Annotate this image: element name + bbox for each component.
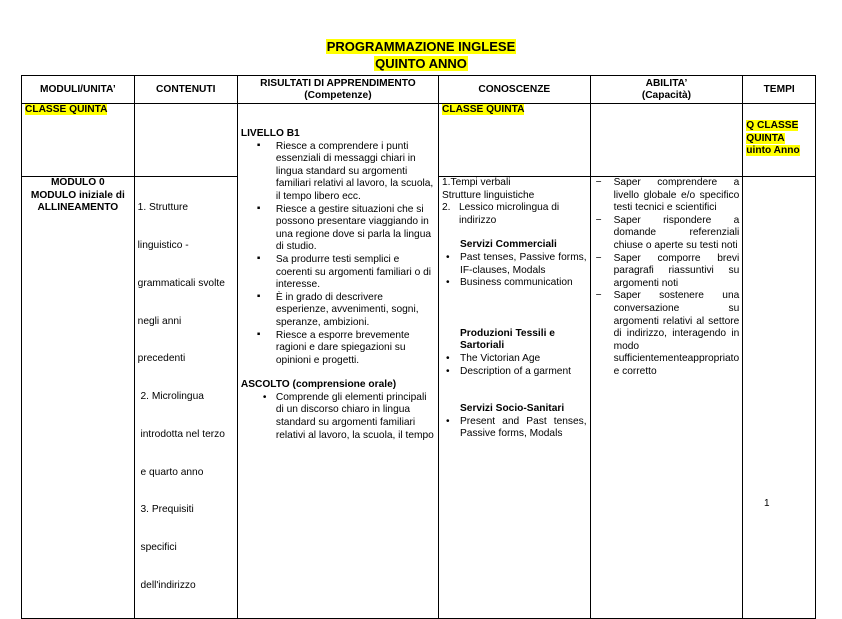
risultati-item: ▪ Riesce a comprendere i punti essenziali di messaggi chiari in lingua standard su argomenti familiari relativi al lavoro, la scuola, il tempo libero ecc.	[241, 141, 435, 204]
contenuti-line: specifici	[137, 542, 177, 554]
cell-tempi-classe	[743, 104, 816, 177]
contenuti-line: 1. Strutture	[137, 202, 189, 214]
cell-abilita	[590, 177, 743, 619]
cell-classe-moduli	[22, 104, 135, 177]
header-risultati-line2: (Competenze)	[304, 89, 372, 101]
abilita-item: − Saper comprendere a livello globale e/o specifico testi tecnici e scientifici	[594, 177, 740, 215]
cell-tempi-empty	[743, 177, 816, 619]
conoscenze-line: 1.Tempi verbali	[441, 177, 511, 188]
contenuti-line: negli anni	[137, 315, 182, 327]
tessili-item: • The Victorian Age	[442, 353, 587, 366]
socio-item: • Present and Past tenses, Passive forms, Modals	[442, 416, 587, 441]
contenuti-line: e quarto anno	[137, 466, 204, 478]
modulo-subtitle: ALLINEAMENTO	[37, 202, 119, 214]
header-tempi: TEMPI	[743, 76, 816, 104]
abilita-list	[594, 177, 740, 379]
cell-empty-abilita	[590, 104, 743, 177]
modulo-title: MODULO 0	[50, 177, 105, 188]
tempi-line: Q CLASSE	[746, 120, 799, 131]
title-line-2: QUINTO ANNO	[375, 56, 467, 71]
cell-modulo	[22, 177, 135, 619]
cell-contenuti	[134, 177, 237, 619]
header-abilita-line2: (Capacità)	[641, 89, 692, 101]
contenuti-line: grammaticali svolte	[137, 277, 225, 289]
modulo-subtitle: MODULO iniziale di	[30, 189, 125, 201]
classe-quinta-label: CLASSE QUINTA	[25, 104, 108, 115]
cell-conoscenze	[438, 177, 590, 619]
document-title	[0, 38, 842, 72]
livello-heading: LIVELLO B1	[240, 128, 300, 139]
commerciali-list	[442, 252, 587, 290]
ascolto-list	[241, 392, 435, 442]
conoscenze-line: Strutture linguistiche	[441, 189, 535, 201]
risultati-list	[241, 141, 435, 368]
tempi-line: QUINTA	[746, 132, 785, 144]
risultati-item: ▪ Riesce a gestire situazioni che si possono presentare viaggiando in una regione dove si parla la lingua di studio.	[241, 204, 435, 254]
header-contenuti: CONTENUTI	[134, 76, 237, 104]
cell-classe-conoscenze	[438, 104, 590, 177]
contenuti-line: 3. Prequisiti	[137, 504, 194, 516]
header-risultati	[237, 76, 438, 104]
header-risultati-line1: RISULTATI DI APPRENDIMENTO	[260, 78, 416, 89]
ascolto-item: • Comprende gli elementi principali di un discorso chiaro in lingua standard su argomenti familiari relativi al lavoro, la scuola, il tempo	[241, 392, 435, 442]
tempi-line: uinto Anno	[746, 145, 800, 157]
risultati-item: ▪ Sa produrre testi semplici e coerenti su argomenti familiari o di interesse.	[241, 254, 435, 292]
socio-heading: Servizi Socio-Sanitari	[459, 403, 565, 415]
cell-empty-contenuti	[134, 104, 237, 177]
conoscenze-line: 2. Lessico microlingua di	[441, 202, 560, 214]
contenuti-line: dell'indirizzo	[137, 580, 196, 591]
tessili-heading: Produzioni Tessili e Sartoriali	[459, 327, 555, 352]
header-moduli: MODULI/UNITA’	[22, 76, 135, 104]
commerciali-item: • Past tenses, Passive forms, IF-clauses, Modals	[442, 252, 587, 277]
abilita-item: − Saper sostenere una conversazione su argomenti relativi al settore di indirizzo, interagendo in modo sufficientementeappropriato e corretto	[594, 290, 740, 378]
title-line-1: PROGRAMMAZIONE INGLESE	[326, 39, 516, 54]
contenuti-line: introdotta nel terzo	[137, 428, 225, 440]
contenuti-line: linguistico -	[137, 239, 189, 251]
header-conoscenze: CONOSCENZE	[438, 76, 590, 104]
commerciali-item: • Business communication	[442, 277, 587, 290]
risultati-item: ▪ Riesce a esporre brevemente ragioni e dare spiegazioni su opinioni e progetti.	[241, 330, 435, 368]
classe-quinta-label: CLASSE QUINTA	[441, 104, 525, 115]
commerciali-heading: Servizi Commerciali	[459, 239, 557, 251]
tessili-list	[442, 353, 587, 378]
tessili-item: • Description of a garment	[442, 366, 587, 379]
programme-table	[21, 75, 816, 619]
conoscenze-line: indirizzo	[441, 214, 497, 226]
header-abilita-line1: ABILITA’	[645, 78, 688, 89]
header-abilita	[590, 76, 743, 104]
abilita-item: − Saper rispondere a domande referenziali chiuse o aperte su testi noti	[594, 215, 740, 253]
class-row	[22, 104, 816, 177]
contenuti-line: precedenti	[137, 353, 186, 365]
socio-list	[442, 416, 587, 441]
header-row	[22, 76, 816, 104]
ascolto-heading: ASCOLTO (comprensione orale)	[240, 379, 397, 391]
cell-risultati	[237, 104, 438, 619]
page-number: 1	[764, 498, 770, 509]
abilita-item: − Saper comporre brevi paragrafi riassuntivi su argomenti noti	[594, 253, 740, 291]
contenuti-line: 2. Microlingua	[137, 391, 204, 403]
risultati-item: ▪ È in grado di descrivere esperienze, avvenimenti, sogni, speranze, ambizioni.	[241, 292, 435, 330]
